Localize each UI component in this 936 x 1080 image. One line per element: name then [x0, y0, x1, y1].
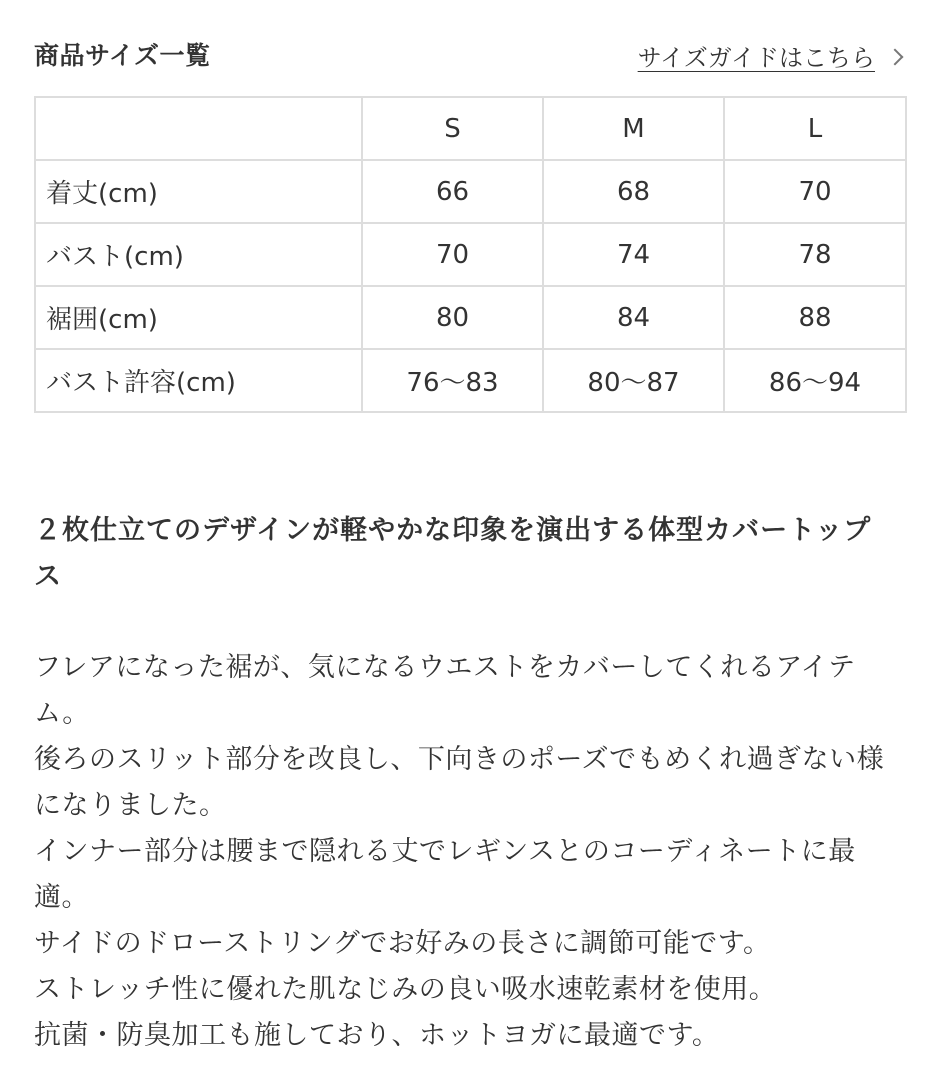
table-cell: 78 [724, 223, 906, 286]
size-guide-link-label[interactable]: サイズガイドはこちら [637, 44, 875, 72]
table-cell: 74 [543, 223, 724, 286]
table-row [35, 349, 906, 412]
table-row [35, 286, 906, 349]
table-corner-cell [35, 97, 362, 160]
table-cell: 80 [362, 286, 543, 349]
product-description [34, 645, 904, 1059]
table-row [35, 160, 906, 223]
description-line: フレアになった裾が、気になるウエストをカバーしてくれるアイテム。 [34, 652, 856, 729]
table-row [35, 223, 906, 286]
size-table [34, 96, 907, 413]
row-label: バスト(cm) [35, 223, 362, 286]
table-cell: 84 [543, 286, 724, 349]
row-label: 着丈(cm) [35, 160, 362, 223]
row-label: 裾囲(cm) [35, 286, 362, 349]
table-cell: 68 [543, 160, 724, 223]
description-line: インナー部分は腰まで隠れる丈でレギンスとのコーディネートに最適。 [34, 836, 856, 913]
row-label: バスト許容(cm) [35, 349, 362, 412]
column-header-m: M [543, 97, 724, 160]
chevron-right-icon[interactable] [887, 48, 904, 65]
product-headline: ２枚仕立てのデザインが軽やかな印象を演出する体型カバートップス [34, 515, 872, 592]
size-section-header [34, 30, 905, 74]
column-header-l: L [724, 97, 906, 160]
size-guide-link[interactable] [638, 38, 905, 73]
description-line: ストレッチ性に優れた肌なじみの良い吸水速乾素材を使用。 [34, 974, 777, 1005]
description-line: 後ろのスリット部分を改良し、下向きのポーズでもめくれ過ぎない様になりました。 [34, 744, 885, 821]
table-cell: 86〜94 [724, 349, 906, 412]
table-cell: 66 [362, 160, 543, 223]
table-cell: 70 [362, 223, 543, 286]
table-cell: 88 [724, 286, 906, 349]
table-cell: 70 [724, 160, 906, 223]
table-header-row [35, 97, 906, 160]
description-line: サイドのドローストリングでお好みの長さに調節可能です。 [34, 928, 771, 959]
description-line: 抗菌・防臭加工も施しており、ホットヨガに最適です。 [34, 1020, 720, 1051]
table-cell: 76〜83 [362, 349, 543, 412]
table-cell: 80〜87 [543, 349, 724, 412]
column-header-s: S [362, 97, 543, 160]
section-title: 商品サイズ一覧 [34, 41, 211, 70]
